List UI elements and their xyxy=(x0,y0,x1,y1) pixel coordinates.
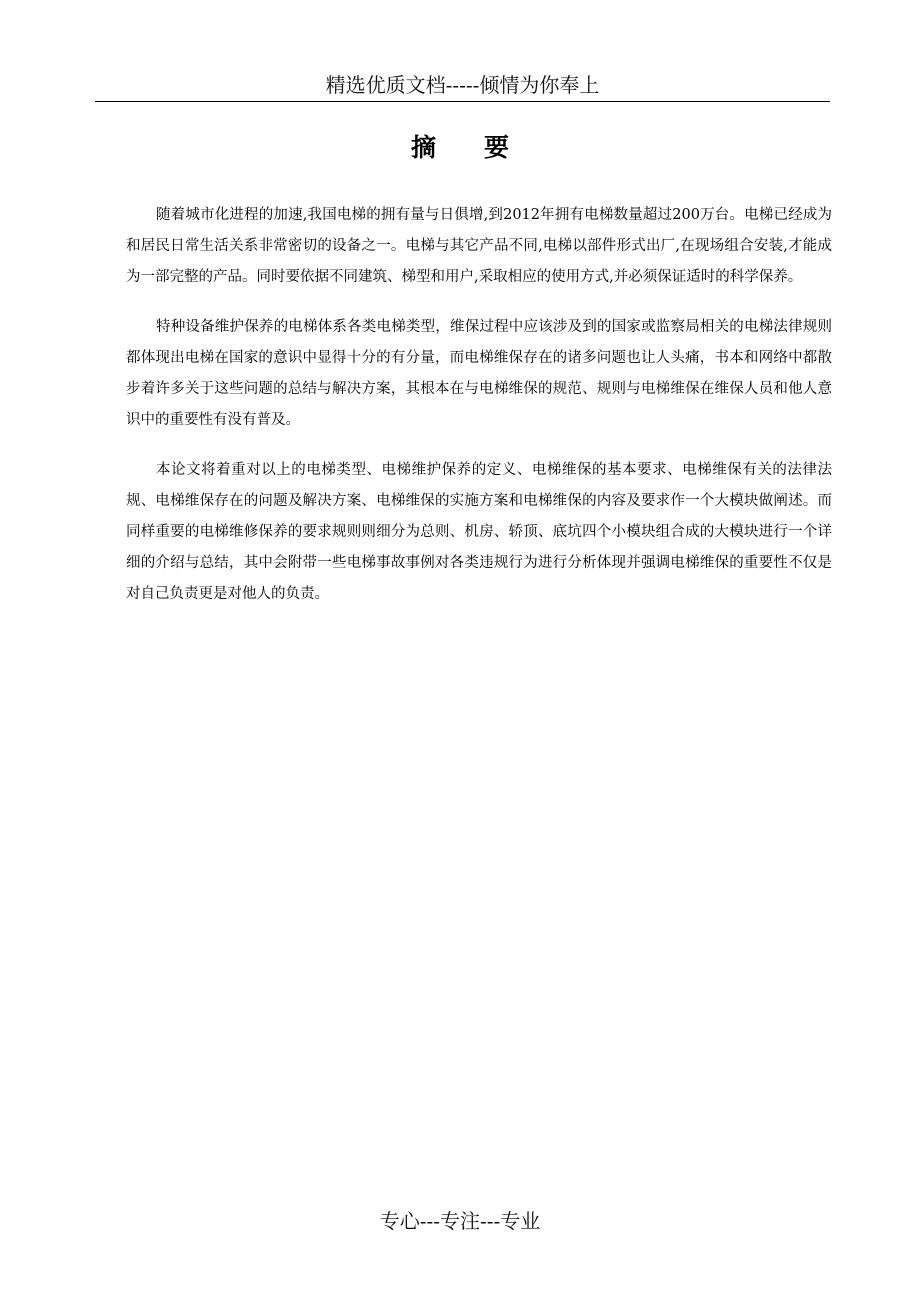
abstract-title: 摘要 xyxy=(410,133,557,162)
abstract-paragraph-3: 本论文将着重对以上的电梯类型、电梯维护保养的定义、电梯维保的基本要求、电梯维保有关的法律法规、电梯维保存在的问题及解决方案、电梯维保的实施方案和电梯维保的内容及要求作一个大模块做阐述。而同样重要的电梯维修保养的要求规则则细分为总则、机房、轿顶、底坑四个小模块组合成的大模块进行一个详细的介绍与总结，其中会附带一些电梯事故事例对各类违规行为进行分析体现并强调电梯维保的重要性不仅是对自己负责更是对他人的负责。 xyxy=(126,462,832,602)
abstract-paragraph-1: 随着城市化进程的加速,我国电梯的拥有量与日俱增,到2012年拥有电梯数量超过200万台。电梯已经成为和居民日常生活关系非常密切的设备之一。电梯与其它产品不同,电梯以部件形式出厂,在现场组合安装,才能成为一部完整的产品。同时要依据不同建筑、梯型和用户,采取相应的使用方式,并必须保证适时的科学保养。 xyxy=(126,207,832,285)
page-footer: 专心---专注---专业 xyxy=(379,1209,541,1233)
abstract-body xyxy=(126,200,832,629)
abstract-paragraph-2: 特种设备维护保养的电梯体系各类电梯类型，维保过程中应该涉及到的国家或监察局相关的电梯法律规则都体现出电梯在国家的意识中显得十分的有分量，而电梯维保存在的诸多问题也让人头痛，书本和网络中都散步着许多关于这些问题的总结与解决方案，其根本在与电梯维保的规范、规则与电梯维保在维保人员和他人意识中的重要性有没有普及。 xyxy=(126,319,832,428)
page-header: 精选优质文档-----倾情为你奉上 xyxy=(95,70,830,102)
